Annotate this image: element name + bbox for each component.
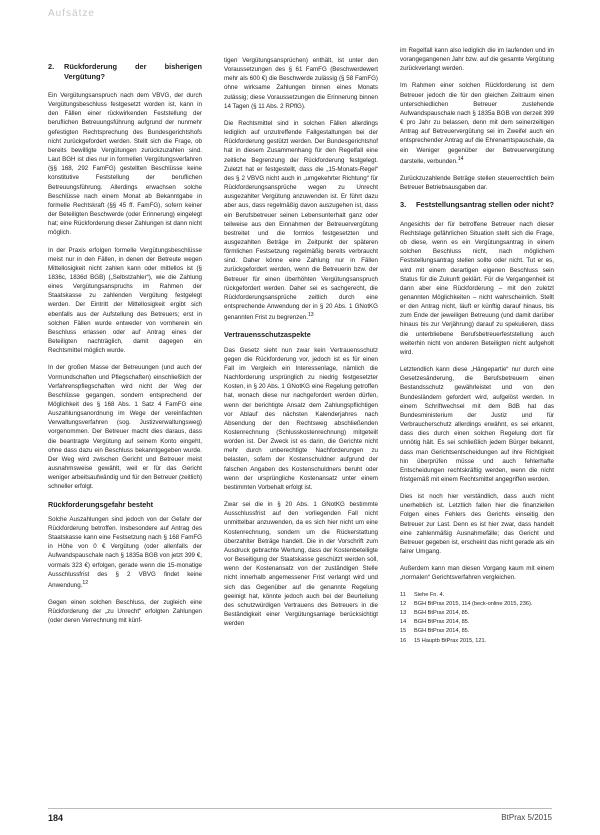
page-number: 184 [48, 813, 64, 823]
paragraph: Zurückzuzahlende Beträge stellen steuerrechtlich beim Betreuer Betriebsausgaben dar. [400, 174, 554, 192]
footnote-ref: 12 [82, 579, 89, 586]
footnote-number: 15 [400, 628, 407, 635]
footnote-text: BGH BtPrax 2014, 85. [414, 619, 470, 626]
column-2 [224, 56, 378, 636]
paragraph: Außerdem kann man diesen Vorgang kaum mit einem „normalen“ Gerichtsverfahren vergleichen. [400, 565, 554, 582]
footnote [400, 600, 554, 609]
section-title: Rückforderung der bisherigen Vergütung? [64, 62, 202, 81]
footnote-ref: 14 [457, 155, 464, 162]
paragraph-text: Solche Auszahlungen sind jedoch von der Gefahr der Rückforderung betroffen. Insbesondere auf Antrag des Staatskasse kann eine Festsetzung nach § 168 FamFG in Höhe von 0 € Vergütung (oder allenfalls der Aufwandspauschale nach § 1835a BGB von jetzt 399 €, vormals 323 €) erfolgen, gerade wenn die 15-monatige Ausschlussfrist des § 2 VBVG findet keine Anwendung. [48, 515, 202, 589]
footnotes [400, 591, 554, 646]
footnote-text: BGH BtPrax 2014, 85. [414, 628, 470, 635]
paragraph-text: Die Rechtsmittel sind in solchen Fällen allerdings lediglich auf unzutreffende Fallgestaltungen bei der Rückforderung gestützt werden. Der Bundesgerichtshof hat in diesem Zusammenhang für den Regelfall eine zeitliche Begrenzung der Rückforderung festgelegt. Zuletzt hat er festgestellt, dass die „15-Monats-Regel“ des § 2 VBVG nicht auch in „umgekehrter Richtung“ für Rückforderungsansprüche wegen zu Unrecht ausgezahlter Vergütung anzuwenden ist. Er führt dazu aber aus, dass regelmäßig davon auszugehen ist, dass ein Berufsbetreuer seinen Lebensunterhalt ganz oder teilweise aus den Einnahmen der Betreuervergütung bestreitet und die formlos festgesetzten und ausgezahlten Beträge im Zeitpunkt der späteren förmlichen Festsetzung regelmäßig bereits verbraucht sind. Daher könne eine Zahlung nur in Fällen zurückgefordert werden, wenn die Betreuerin bzw. der Betreuer für einen überhöhten Vergütungsanspruch rückgefordert werden. Daher sei es sachgerecht, die Rückforderungsansprüche zeitlich durch eine entsprechende Anwendung der in § 20 Abs. 1 GNotKG genannten Frist zu begrenzen. [224, 119, 378, 322]
section-header: Aufsätze [48, 8, 95, 19]
paragraph: Letztendlich kann diese „Hängepartie“ nur durch eine Gesetzesänderung, die Berufsbetreuern einen Bestandsschutz gewährleistet und von den Bundesländern gefordert wird, aufgelöst werden. In einem Schriftwechsel mit dem BdB hat das Bundesministerium der Justiz und für Verbraucherschutz allerdings erwähnt, es sei erkannt, dass dies durch einen solchen Regelung dort für unnötig hält. Es sei schließlich jedem Bürger bekannt, dass man Gerichtsentscheidungen auf ihre Richtigkeit hin überprüfen müsse und auch fehlerhafte Entscheidungen rechtskräftig werden, wenn die nicht fristgemäß mit einem Rechtsmittel angegriffen werden. [400, 366, 554, 483]
paragraph: Das Gesetz sieht nun zwar kein Vertrauensschutz gegen die Rückforderung vor, jedoch ist es für einen Fall im Vergleich ein Interessenlage, nämlich die Nachforderung ursprünglich zu niedrig festgesetzter Kosten, in § 20 Abs. 1 GNotKG eine Regelung getroffen hat, wonach diese nur nachgefordert werden dürfen, wenn der berichtigte Ansatz dem Zahlungspflichtigen vor Ablauf des nächsten Kalenderjahres nach Absendung der den Rechtsweg abschließenden Kostenrechnung (Schlusskostenrechnung) mitgeteilt worden ist. Der Zweck ist es darin, die Gerichte nicht mehr durch unberechtigte Nachforderungen zu belasten, sofern der Kostenschuldner aufgrund der falschen Angaben des Kostenschuldners beruht oder wenn der ursprüngliche Kostenansatz unter einem bestimmten Vorbehalt erfolgt ist. [224, 346, 378, 491]
paragraph: Dies ist noch hier verständlich, dass auch nicht unerheblich ist. Letztlich fallen hier die finanziellen Folgen eines Fehlers des Gerichts einseitig den Betreuer zur Last. Denn es ist hier zwar, dass handelt eine zahlenmäßig Ausnahmefälle; das Gericht und Betreuer gegeben ist, erscheint das nicht gerade als ein fairer Umgang. [400, 493, 554, 556]
footnote-ref: 13 [307, 312, 314, 319]
paragraph: Zwar sei die in § 20 Abs. 1 GNotKG bestimmte Ausschlussfrist auf den vorliegenden Fall nicht unmittelbar anzuwenden, da es sich hier nicht um eine Kostenrechnung, sondern um die Rückerstattung überzahlter Beträge handelt. Die in der Vorschrift zum Ausdruck gebrachte Wertung, dass der Kostenbeteiligte vor Beseitigung der Staatskasse geschützt werden soll, wenn der Kostenansatz von der zuständigen Stelle nicht innerhalb angemessener Frist verlangt wird und sich das Gegenüber auf die genannte Regelung geeinigt hat, könnte jedoch auch bei der Beurteilung des schutzwürdigen Vertrauens des Betreuers in die Beständigkeit einer Vergütungsanlage berücksichtigt werden [224, 501, 378, 628]
column-1 [48, 56, 202, 634]
column-3 [400, 46, 554, 646]
footnote-number: 13 [400, 609, 407, 616]
footnote-number: 12 [400, 600, 407, 607]
paragraph [48, 515, 202, 590]
footer-divider [48, 808, 552, 809]
footnote-number: 16 [400, 637, 407, 644]
footnote-text: BGH BtPrax 2014, 85. [414, 609, 470, 616]
paragraph: Angesichts der für betroffene Betreuer nach dieser Rechtslage gefährlichen Situation stellt sich die Frage, ob diese, wenn es ein Vergütungsantrag in einem solchen Beschluss nicht, nach möglichem Feststellungsantrag stellen sollte oder nicht. Tut er es, wird mit einem derartigen eigenen Beschluss sein Status für die Zukunft geklärt. Für die Vergangenheit ist dann aber eine Rückforderung – mit den zuletzt genannten Möglichkeiten – nicht wahrscheinlich. Stellt er den Antrag nicht, läuft er künftig darauf hinaus, bis zum Ende der jeweiligen Betreuung (und damit darüber hinaus bis zur Verjährung) darauf zu spekulieren, dass die unterbliebene Berufsbetreuerfeststellung auch weiterhin nicht von anderen Beteiligten nicht aufgeholt wird. [400, 220, 554, 356]
section-heading-2 [48, 62, 202, 81]
paragraph: In der Praxis erfolgen formelle Vergütungsbeschlüsse meist nur in den Fällen, in denen der Betreute wegen Mittellosigkeit nicht zahlen kann oder mittellos ist (§ 1836c, 1836d BGB) („Selbstzahler“), wie die Zahlung eines Vergütungsanspruchs im Rahmen der Staatskasse zu zahlenden Vergütung festgelegt werden. Der Eintritt der Mittellosigkeit ergibt sich ebenfalls aus der Aufstellung des Betreuers; erst in solchen Fällen wurde entweder von vornherein ein Beschluss erlassen oder auf Antrag eines der Beteiligten nachträglich, damit dagegen ein Rechtsmittel möglich wurde. [48, 246, 202, 355]
paragraph [400, 81, 554, 165]
footnote-text: Siehe Fn. 4. [414, 591, 445, 598]
section-title: Feststellungsantrag stellen oder nicht? [416, 200, 554, 210]
paragraph: Ein Vergütungsanspruch nach dem VBVG, der durch Vergütungsbeschluss festgesetzt worden ist, kann in den Fällen einer rückwirkenden Feststellung der beruflichen Betreuungsführung aufgrund der nunmehr gefestigten Rechtsprechung des Bundesgerichtshofs nicht zurückgefordert werden. Stellt sich die Frage, ob bereits bewilligte Vergütungen zurückzuzahlen sind. Laut BGH ist dies nur in formellen Vergütungsverfahren (§§ 168, 292 FamFG) gestellten Beschlüsse keine konstitutive Feststellung der beruflichen Betreuungsführung. Allerdings erwachsen solche Beschlüsse nach einem Monat ab Bekanntgabe in formelle Rechtskraft (§§ 45 ff. FamFG), sofern keiner der Beteiligten Beschwerde (oder Erinnerung) eingelegt hat; eine Rückforderung dieser Zahlungen ist dann nicht möglich. [48, 92, 202, 237]
section-heading-3 [400, 200, 554, 210]
footnote [400, 627, 554, 636]
footnote-text: 15 Hauptb BtPrax 2015, 121. [414, 637, 487, 644]
footnote [400, 618, 554, 627]
journal-reference: BtPrax 5/2015 [501, 813, 552, 822]
paragraph: In der großen Masse der Betreuungen (und auch der Vormundschaften und Pflegschaften) einschließlich der Verfahrenspflegschaften wird nicht der Weg der Beschlüsse gegangen, sondern entsprechend der Möglichkeit des § 168 Abs. 1 Satz 4 FamFG eine Auszahlungsanordnung im Wege der vereinfachten Verwaltungsverfahren (sog. Justizverwaltungsweg) vorgenommen. Der Betreuer macht dies daraus, dass die beantragte Vergütung auf seinem Konto eingeht, ohne dass dazu ein Beschluss bekanntgegeben wurde. Der Weg wird zwischen Gericht und Betreuer meist ausnahmsweise gewählt, weil er für das Gericht weniger arbeitsaufwändig und für den Betreuer (zeitlich) schneller erfolgt. [48, 364, 202, 491]
subheading: Vertrauensschutzaspekte [224, 330, 311, 340]
section-number: 3. [400, 200, 407, 210]
paragraph: Gegen einen solchen Beschluss, der zugleich eine Rückforderung der „zu Unrecht“ erfolgten Zahlungen (oder deren Verrechnung mit künf- [48, 599, 202, 625]
footnote [400, 609, 554, 618]
footnote [400, 591, 554, 600]
footnote-number: 14 [400, 619, 407, 626]
subheading: Rückforderungsgefahr besteht [48, 499, 154, 509]
paragraph: im Regelfall kann also lediglich die im laufenden und im vorangegangenen Jahr bzw. auf die gesamte Vergütung zurückverlangt werden. [400, 47, 554, 73]
paragraph [224, 119, 378, 323]
footnote-text: BGH BtPrax 2015, 114 (beck-online 2015, 236). [414, 600, 533, 607]
footnote [400, 637, 554, 646]
section-number: 2. [48, 62, 55, 71]
footnote-number: 11 [400, 591, 406, 598]
paragraph: tigen Vergütungsansprüchen) enthält, ist unter den Voraussetzungen des § 61 FamFG (Beschwerdewert mehr als 600 €) die Beschwerde zulässig (§ 58 FamFG) ohne wirksame Zahlungen binnen eines Monats zulässig; diese Voraussetzungen die Erinnerung binnen 14 Tagen (§ 11 Abs. 2 RPflG). [224, 57, 378, 110]
paragraph-text: Im Rahmen einer solchen Rückforderung ist dem Betreuer jedoch die für den gleichen Zeitraum einen unterschiedlichen Betreuer zustehende Aufwandspauschale nach § 1835a BGB von derzeit 399 € pro Jahr zu belassen, denn mit dem seinerzeitigen Antrag auf Betreuervergütung sei im Zweifel auch ein entsprechender Antrag auf die Ehrenamtspauschale, da ein Weniger gegenüber der Betreuervergütung darstelle, verbunden. [400, 82, 554, 165]
